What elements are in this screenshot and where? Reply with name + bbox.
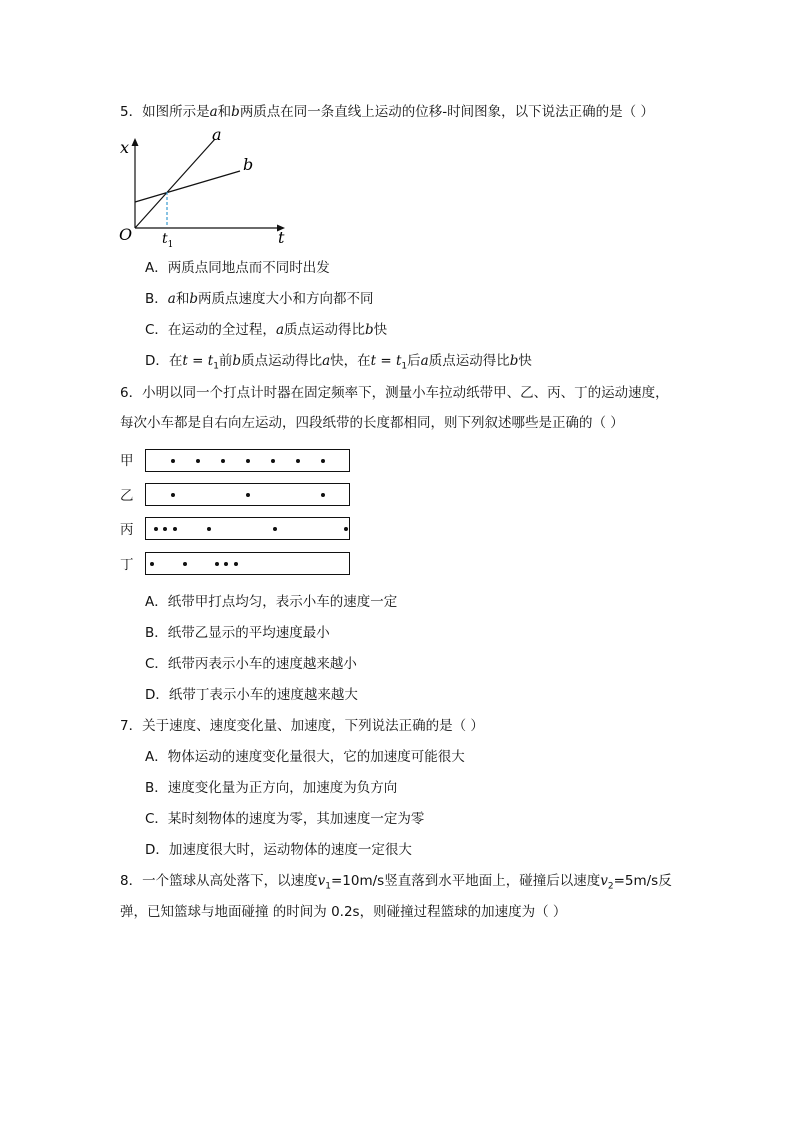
q6-option-b[interactable]: B．纸带乙显示的平均速度最小 (145, 625, 330, 641)
q6-stem-line2: 每次小车都是自右向左运动，四段纸带的长度都相同，则下列叙述哪些是正确的（ ） (120, 415, 624, 431)
t1-label: $t_1$ (162, 231, 174, 250)
tape-dot (171, 493, 175, 497)
q7-option-b[interactable]: B．速度变化量为正方向，加速度为负方向 (145, 780, 398, 796)
tape-dot (296, 459, 300, 463)
tape-dot (154, 527, 158, 531)
tape-dot (215, 562, 219, 566)
y-axis-label: x (120, 138, 130, 157)
tape-label-jia: 甲 (120, 453, 134, 469)
q7-option-d[interactable]: D．加速度很大时，运动物体的速度一定很大 (145, 842, 412, 858)
tape-dot (273, 527, 277, 531)
q5-option-a[interactable]: A．两质点同地点而不同时出发 (145, 260, 330, 276)
tape-dot (321, 459, 325, 463)
tape-dot (246, 459, 250, 463)
line-b (135, 171, 240, 202)
tape-dot (150, 562, 154, 566)
line-b-label: b (243, 155, 254, 174)
tape-dot (246, 493, 250, 497)
q5-stem: 5．如图所示是a和b两质点在同一条直线上运动的位移-时间图象，以下说法正确的是（ ） (120, 104, 654, 120)
xt-graph (115, 125, 295, 250)
q7-stem: 7．关于速度、速度变化量、加速度，下列说法正确的是（ ） (120, 718, 484, 734)
tape-dot (321, 493, 325, 497)
tape-yi (145, 483, 350, 506)
q8-stem-line1: 8．一个篮球从高处落下，以速度$v_1=10m/s$竖直落到水平地面上，碰撞后以速度$v_2=5m/s$反 (120, 873, 672, 892)
tape-jia (145, 449, 350, 472)
tape-dot (196, 459, 200, 463)
q5-option-c[interactable]: C．在运动的全过程，a质点运动得比b快 (145, 322, 388, 338)
tape-label-ding: 丁 (120, 557, 134, 573)
tape-dot (207, 527, 211, 531)
tape-label-yi: 乙 (120, 488, 134, 504)
q5-option-b[interactable]: B．a和b两质点速度大小和方向都不同 (145, 291, 374, 307)
tape-dot (173, 527, 177, 531)
tape-dot (234, 562, 238, 566)
tape-dot (271, 459, 275, 463)
origin-label: O (119, 225, 133, 244)
tape-ding (145, 552, 350, 575)
tape-dot (344, 527, 348, 531)
line-a-label: a (212, 125, 222, 144)
q6-option-c[interactable]: C．纸带丙表示小车的速度越来越小 (145, 656, 357, 672)
q6-option-a[interactable]: A．纸带甲打点均匀，表示小车的速度一定 (145, 594, 398, 610)
tape-dot (221, 459, 225, 463)
tape-dot (171, 459, 175, 463)
tape-dot (224, 562, 228, 566)
line-a (135, 139, 215, 228)
q7-option-c[interactable]: C．某时刻物体的速度为零，其加速度一定为零 (145, 811, 425, 827)
q8-stem-line2: 弹，已知篮球与地面碰撞 的时间为 0.2s，则碰撞过程篮球的加速度为（ ） (120, 904, 567, 920)
q7-option-a[interactable]: A．物体运动的速度变化量很大，它的加速度可能很大 (145, 749, 465, 765)
q6-option-d[interactable]: D．纸带丁表示小车的速度越来越大 (145, 687, 358, 703)
tape-label-bing: 丙 (120, 522, 134, 538)
x-axis-label: t (278, 228, 285, 247)
q5-option-d[interactable]: D．在$t = t_1$前b质点运动得比a快，在$t = t_1$后a质点运动得比b快 (145, 353, 532, 372)
q6-stem-line1: 6．小明以同一个打点计时器在固定频率下，测量小车拉动纸带甲、乙、丙、丁的运动速度， (120, 385, 669, 401)
tape-dot (183, 562, 187, 566)
tape-bing (145, 517, 350, 540)
y-axis-arrow (132, 138, 139, 146)
tape-dot (163, 527, 167, 531)
